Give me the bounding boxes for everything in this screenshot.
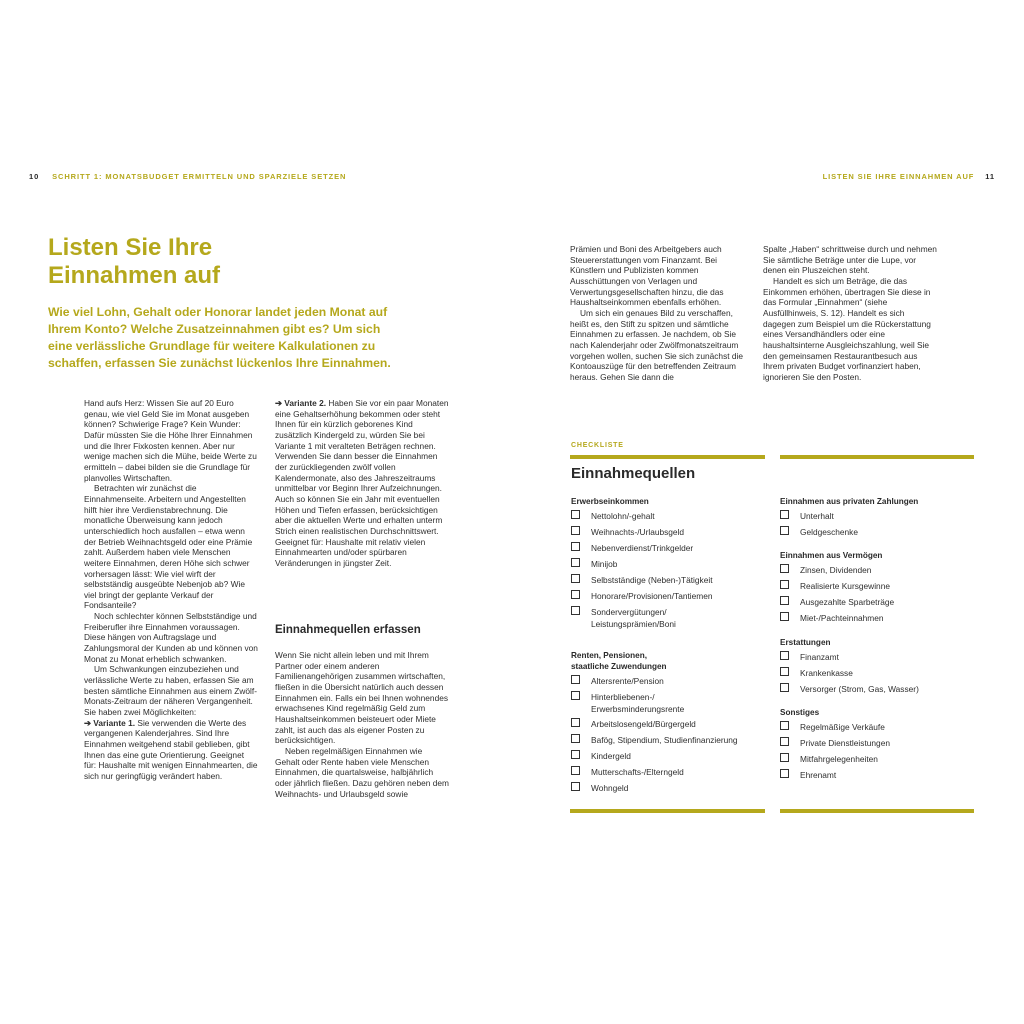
checklist-item-label: Selbstständige (Neben-)Tätigkeit — [591, 575, 713, 585]
checklist-top-rule-right — [780, 455, 974, 459]
checkbox[interactable] — [571, 574, 580, 583]
checkbox[interactable] — [780, 667, 789, 676]
group-heading: Einnahmen aus Vermögen — [780, 551, 883, 560]
checklist-item-label: Ehrenamt — [800, 770, 837, 780]
group-erstattungen — [780, 637, 974, 699]
section-subhead: Einnahmequellen erfassen — [275, 624, 421, 636]
checklist-item-label: Unterhalt — [800, 511, 834, 521]
checklist-item[interactable] — [571, 718, 771, 730]
checklist-item[interactable] — [571, 750, 771, 762]
body-column-2 — [275, 398, 449, 569]
page-title-line-1: Listen Sie Ihre — [48, 234, 213, 261]
checkbox[interactable] — [780, 721, 789, 730]
checklist-item-label: Nebenverdienst/Trinkgelder — [591, 543, 694, 553]
body-column-2b — [275, 650, 449, 799]
checkbox[interactable] — [571, 510, 580, 519]
checklist-item[interactable] — [780, 721, 974, 733]
checkbox[interactable] — [780, 596, 789, 605]
paragraph: Noch schlechter können Selbstständige und Freiberufler ihre Einnahmen voraussagen. Diese hängen von Auftragslage und Zahlungsmoral der Kunden ab und können von Monat zu Monat erheblich schwanken. — [84, 611, 258, 664]
checklist-item[interactable] — [571, 558, 771, 570]
checklist-item-label: Mitfahrgelegenheiten — [800, 754, 878, 764]
checklist-item[interactable] — [780, 753, 974, 765]
group-heading: Einnahmen aus privaten Zahlungen — [780, 497, 919, 506]
variant-2-paragraph — [275, 398, 449, 569]
checklist-item-label: Regelmäßige Verkäufe — [800, 722, 885, 732]
group-private-zahlungen — [780, 496, 974, 542]
left-page-number: 10 — [29, 172, 40, 181]
lead-paragraph: Wie viel Lohn, Gehalt oder Honorar landet jeden Monat auf Ihrem Konto? Welche Zusatzeinnahmen gibt es? Um sich eine verlässliche Grundlage für weitere Kalkulationen zu schaffen, erfassen Sie zunächst lückenlos Ihre Einnahmen. — [48, 305, 391, 370]
body-column-4 — [763, 244, 939, 383]
left-running-head-text: SCHRITT 1: MONATSBUDGET ERMITTELN UND SPARZIELE SETZEN — [52, 172, 347, 181]
checklist-bottom-rule-right — [780, 809, 974, 813]
checklist-item[interactable] — [571, 782, 771, 794]
group-heading: Renten, Pensionen, staatliche Zuwendungen — [571, 651, 667, 671]
checklist-item[interactable] — [780, 737, 974, 749]
body-column-3 — [570, 244, 746, 383]
checklist-item[interactable] — [571, 691, 771, 715]
checkbox[interactable] — [571, 675, 580, 684]
group-heading: Sonstiges — [780, 708, 820, 717]
paragraph: Spalte „Haben“ schrittweise durch und nehmen Sie sämtliche Beträge unter die Lupe, vor denen ein Pluszeichen steht. — [763, 244, 937, 276]
group-renten — [571, 650, 771, 798]
checklist-item[interactable] — [780, 596, 974, 608]
right-running-head-text: LISTEN SIE IHRE EINNAHMEN AUF — [822, 172, 975, 181]
paragraph: Neben regelmäßigen Einnahmen wie Gehalt oder Rente haben viele Menschen Einnahmen, die quartalsweise, halbjährlich oder jährlich fließen. Dazu gehören neben dem Weihnachts- und Urlaubsgeld sowie — [275, 745, 449, 799]
checklist-item[interactable] — [780, 564, 974, 576]
checklist-item[interactable] — [780, 526, 974, 538]
checklist-item[interactable] — [571, 574, 771, 586]
checkbox[interactable] — [780, 526, 789, 535]
checklist-item-label: Kindergeld — [591, 751, 631, 761]
variant-1-text: Sie verwenden die Werte des vergangenen Kalenderjahres. Sind Ihre Einnahmen weitgehend stabil geblieben, gibt Ihnen das eine gute Orientierung. Geeignet für: Haushalte mit wenigen Einnahmearten, die sich nur geringfügig verändert haben. — [84, 717, 258, 781]
checklist-item-label: Realisierte Kursgewinne — [800, 581, 890, 591]
checkbox[interactable] — [571, 734, 580, 743]
checklist-item[interactable] — [571, 510, 771, 522]
checklist-item[interactable] — [571, 766, 771, 778]
checklist-item-label: Mutterschafts-/Elterngeld — [591, 767, 684, 777]
checkbox[interactable] — [780, 612, 789, 621]
checklist-item-label: Versorger (Strom, Gas, Wasser) — [800, 684, 919, 694]
checklist-item-label: Weihnachts-/Urlaubsgeld — [591, 527, 685, 537]
checklist-item[interactable] — [780, 667, 974, 679]
checklist-item-label: Sondervergütungen/ Leistungsprämien/Boni — [591, 607, 676, 629]
checklist-top-rule-left — [570, 455, 765, 459]
right-running-head — [823, 172, 995, 181]
variant-1-label: ➔ Variante 1. — [84, 717, 136, 728]
paragraph: Handelt es sich um Beträge, die das Einkommen erhöhen, übertragen Sie diese in das Formular „Einnahmen“ (siehe Ausfüllhinweis, S. 12). Handelt es sich dagegen zum Beispiel um die Rückerstattung eines Versandhändlers oder eine haushaltsinterne Ausgleichszahlung, weil Sie den gemeinsamen Restaurantbesuch aus Ihrem privaten Budget vorfinanziert haben, ignorieren Sie den Posten. — [763, 275, 931, 382]
paragraph: Hand aufs Herz: Wissen Sie auf 20 Euro genau, wie viel Geld Sie im Monat ausgeben können? Schwierige Frage? Kein Wunder: Dafür müssten Sie die Höhe Ihrer Einnahmen und die Ihrer Fixkosten kennen. Aber nur wenige machen sich die Mühe, beide Werte zu ermitteln – dabei bilden sie die Grundlage für planvolles Wirtschaften. — [84, 398, 257, 483]
checkbox[interactable] — [571, 750, 580, 759]
paragraph: Um sich ein genaues Bild zu verschaffen, heißt es, den Stift zu spitzen und sämtliche Einnahmen zu erfassen. Je nachdem, ob Sie nach Kalenderjahr oder Zwölfmonatszeitraum vorgehen wollen, suchen Sie sich zunächst die Kontoauszüge für den betreffenden Zeitraum heraus. Gehen Sie dann die — [570, 307, 744, 382]
checkbox[interactable] — [571, 558, 580, 567]
paragraph: Wenn Sie nicht allein leben und mit Ihrem Partner oder einem anderen Familienangehörigen zusammen wirtschaften, fließen in die Übersicht natürlich auch dessen Einnahmen ein. Falls ein bei Ihnen wohnendes erwachsenes Kind regelmäßig Geld zum Haushaltseinkommen beisteuert oder Miete zahlt, ist auch das als eigener Posten zu berücksichtigen. — [275, 650, 449, 746]
checklist-item-label: Ausgezahlte Sparbeträge — [800, 597, 895, 607]
checklist-item-label: Minijob — [591, 559, 618, 569]
checklist-item-label: Bafög, Stipendium, Studienfinanzierung — [591, 735, 738, 745]
checklist-item[interactable] — [780, 612, 974, 624]
paragraph: Prämien und Boni des Arbeitgebers auch Steuererstattungen vom Finanzamt. Bei Künstlern und Publizisten kommen Ausschüttungen von Verlagen und Verwertungsgesellschaften hinzu, die das Haushaltseinkommen ebenfalls erhöhen. — [570, 244, 724, 308]
body-column-1 — [84, 398, 258, 782]
checklist-item[interactable] — [571, 606, 771, 630]
checklist-item[interactable] — [571, 590, 771, 602]
checkbox[interactable] — [571, 590, 580, 599]
checklist-item-label: Honorare/Provisionen/Tantiemen — [591, 591, 713, 601]
checklist-label: CHECKLISTE — [571, 442, 624, 449]
checklist-item-label: Private Dienstleistungen — [800, 738, 890, 748]
checkbox[interactable] — [780, 580, 789, 589]
checklist-item-label: Hinterbliebenen-/ Erwerbsminderungsrente — [591, 692, 685, 714]
checklist-item[interactable] — [780, 580, 974, 592]
checkbox[interactable] — [780, 651, 789, 660]
checklist-item-label: Zinsen, Dividenden — [800, 565, 872, 575]
checkbox[interactable] — [780, 769, 789, 778]
checklist-item-label: Geldgeschenke — [800, 527, 858, 537]
group-erwerbseinkommen — [571, 496, 771, 633]
checkbox[interactable] — [571, 606, 580, 615]
checklist-item[interactable] — [571, 734, 771, 746]
checklist-item-label: Arbeitslosengeld/Bürgergeld — [591, 719, 696, 729]
checkbox[interactable] — [780, 510, 789, 519]
checklist-item[interactable] — [780, 510, 974, 522]
variant-2-label: ➔ Variante 2. — [275, 398, 327, 408]
checklist-item[interactable] — [780, 769, 974, 781]
checklist-item[interactable] — [780, 683, 974, 695]
paragraph: Betrachten wir zunächst die Einnahmenseite. Arbeitern und Angestellten hilft hier ihre Verdienstabrechnung. Die monatliche Überweisung kann jedoch unterschiedlich hoch ausfallen – etwa wenn der Betrieb Weihnachtsgeld oder eine Prämie zahlt. Außerdem haben viele Menschen weitere Einnahmen, deren Höhe sich schwer vorhersagen lässt: Wie viel wirft der selbstständig ausgeübte Nebenjob ab? Wie viel bringt der geplante Verkauf der Fondsanteile? — [84, 483, 253, 611]
checklist-item-label: Altersrente/Pension — [591, 676, 664, 686]
checklist-item-label: Finanzamt — [800, 652, 839, 662]
checkbox[interactable] — [780, 737, 789, 746]
paragraph: Um Schwankungen einzubeziehen und verlässliche Werte zu haben, erfassen Sie am besten sämtliche Einnahmen aus einem Zwölf-Monats-Zeitraum der näheren Vergangenheit. Sie haben zwei Möglichkeiten: — [84, 664, 257, 718]
page-title-line-2: Einnahmen auf — [48, 262, 221, 289]
checklist-item[interactable] — [780, 651, 974, 663]
checkbox[interactable] — [571, 691, 580, 700]
checklist-item[interactable] — [571, 542, 771, 554]
checkbox[interactable] — [780, 683, 789, 692]
group-sonstiges — [780, 707, 974, 785]
page-title — [48, 234, 308, 290]
checklist-title: Einnahmequellen — [571, 465, 696, 482]
group-heading: Erwerbseinkommen — [571, 497, 649, 506]
checklist-item-label: Miet-/Pachteinnahmen — [800, 613, 884, 623]
variant-1-paragraph — [84, 718, 258, 782]
group-heading: Erstattungen — [780, 638, 831, 647]
left-running-head — [29, 172, 346, 181]
checkbox[interactable] — [571, 782, 580, 791]
checkbox[interactable] — [571, 718, 580, 727]
checkbox[interactable] — [571, 766, 580, 775]
checkbox[interactable] — [571, 542, 580, 551]
checklist-item[interactable] — [571, 526, 771, 538]
checklist-item-label: Krankenkasse — [800, 668, 853, 678]
variant-2-text: Haben Sie vor ein paar Monaten eine Gehaltserhöhung bekommen oder steht Ihnen für ein kürzlich geborenes Kind zusätzlich Kindergeld zu, würden Sie bei Variante 1 mit veralteten Beträgen rechnen. Verwenden Sie dann besser die Einnahmen der zurückliegenden zwölf vollen Kalendermonate, also des Jahreszeitraums unmittelbar vor Beginn Ihrer Aufzeichnungen. Auch so können Sie ein Jahr mit eventuellen Höhen und Tiefen erfassen, berücksichtigen aber die aktuellen Werte und erhalten unterm Strich einen realistischen Durchschnittswert. Geeignet für: Haushalte mit relativ vielen Einnahmearten und/oder spürbaren Veränderungen in jüngster Zeit. — [275, 398, 449, 568]
checkbox[interactable] — [571, 526, 580, 535]
checklist-item[interactable] — [571, 675, 771, 687]
checklist-bottom-rule-left — [570, 809, 765, 813]
checklist-item-label: Wohngeld — [591, 783, 629, 793]
right-page-number: 11 — [985, 172, 995, 181]
checkbox[interactable] — [780, 564, 789, 573]
checklist-item-label: Nettolohn/-gehalt — [591, 511, 655, 521]
group-vermoegen — [780, 550, 974, 628]
checkbox[interactable] — [780, 753, 789, 762]
